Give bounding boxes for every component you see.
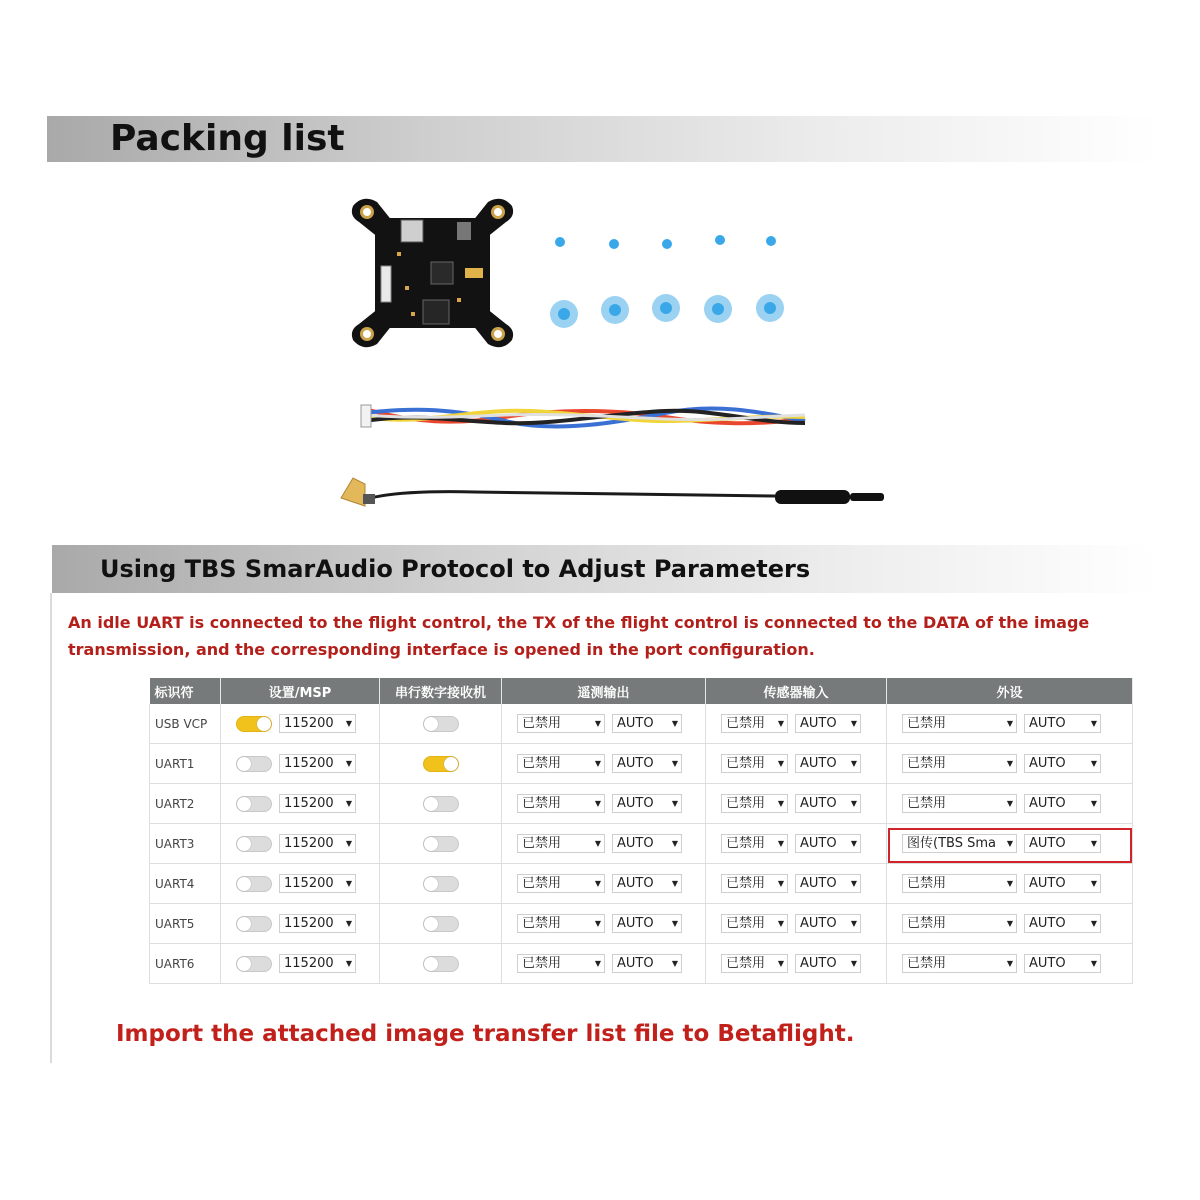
uart3-peripheral-highlight — [888, 828, 1132, 863]
msp-toggle[interactable] — [236, 716, 272, 732]
telemetry-baud-select[interactable]: AUTO ▼ — [612, 714, 682, 733]
msp-toggle[interactable] — [236, 756, 272, 772]
signal-cable-image — [355, 395, 815, 440]
msp-baud-select[interactable]: 115200 ▼ — [279, 874, 356, 893]
silicone-grommets-image — [548, 228, 798, 328]
table-row — [150, 784, 1133, 824]
serial-rx-toggle[interactable] — [423, 716, 459, 732]
port-identifier: UART2 — [150, 784, 221, 824]
msp-baud-select[interactable]: 115200 ▼ — [279, 714, 356, 733]
peripheral-baud-select[interactable]: AUTO ▼ — [1024, 714, 1101, 733]
telemetry-baud-select[interactable]: AUTO ▼ — [612, 834, 682, 853]
msp-baud-select[interactable]: 115200 ▼ — [279, 794, 356, 813]
flight-controller-board-image — [345, 188, 520, 358]
table-row — [150, 904, 1133, 944]
msp-toggle[interactable] — [236, 876, 272, 892]
wiring-description: An idle UART is connected to the flight control, the TX of the flight control is connected to the DATA of the image transmission, and the corresponding interface is opened in the port configuration. — [68, 613, 1090, 659]
sensor-baud-select[interactable]: AUTO ▼ — [795, 714, 861, 733]
telemetry-baud-select[interactable]: AUTO ▼ — [612, 874, 682, 893]
port-identifier: UART4 — [150, 864, 221, 904]
serial-rx-toggle[interactable] — [423, 756, 459, 772]
telemetry-select[interactable]: 已禁用 ▼ — [517, 754, 605, 773]
port-identifier: UART1 — [150, 744, 221, 784]
port-identifier: USB VCP — [150, 704, 221, 744]
telemetry-baud-select[interactable]: AUTO ▼ — [612, 954, 682, 973]
col-header-serial-rx: 串行数字接收机 — [380, 678, 502, 704]
section-divider — [50, 593, 52, 1063]
peripheral-baud-select[interactable]: AUTO ▼ — [1024, 874, 1101, 893]
peripheral-baud-select[interactable]: AUTO ▼ — [1024, 914, 1101, 933]
protocol-title: Using TBS SmarAudio Protocol to Adjust Parameters — [100, 555, 811, 583]
col-header-peripherals: 外设 — [887, 678, 1133, 704]
telemetry-select[interactable]: 已禁用 ▼ — [517, 834, 605, 853]
table-row — [150, 704, 1133, 744]
msp-baud-select[interactable]: 115200 ▼ — [279, 834, 356, 853]
serial-rx-toggle[interactable] — [423, 836, 459, 852]
table-row — [150, 944, 1133, 984]
telemetry-select[interactable]: 已禁用 ▼ — [517, 874, 605, 893]
serial-rx-toggle[interactable] — [423, 916, 459, 932]
sensor-baud-select[interactable]: AUTO ▼ — [795, 914, 861, 933]
col-header-sensor: 传感器输入 — [706, 678, 887, 704]
peripheral-select[interactable]: 已禁用 ▼ — [902, 874, 1017, 893]
serial-rx-toggle[interactable] — [423, 796, 459, 812]
peripheral-select[interactable]: 已禁用 ▼ — [902, 714, 1017, 733]
peripheral-select[interactable]: 已禁用 ▼ — [902, 794, 1017, 813]
sensor-select[interactable]: 已禁用 ▼ — [721, 714, 788, 733]
table-header-row — [150, 678, 1133, 704]
msp-baud-select[interactable]: 115200 ▼ — [279, 914, 356, 933]
sensor-baud-select[interactable]: AUTO ▼ — [795, 794, 861, 813]
import-instruction: Import the attached image transfer list file to Betaflight. — [116, 1021, 855, 1047]
sensor-select[interactable]: 已禁用 ▼ — [721, 794, 788, 813]
sensor-select[interactable]: 已禁用 ▼ — [721, 874, 788, 893]
sensor-select[interactable]: 已禁用 ▼ — [721, 754, 788, 773]
col-header-msp: 设置/MSP — [221, 678, 380, 704]
port-identifier: UART3 — [150, 824, 221, 864]
sensor-select[interactable]: 已禁用 ▼ — [721, 954, 788, 973]
sensor-baud-select[interactable]: AUTO ▼ — [795, 754, 861, 773]
port-identifier: UART5 — [150, 904, 221, 944]
telemetry-baud-select[interactable]: AUTO ▼ — [612, 754, 682, 773]
sensor-select[interactable]: 已禁用 ▼ — [721, 914, 788, 933]
serial-rx-toggle[interactable] — [423, 876, 459, 892]
peripheral-baud-select[interactable]: AUTO ▼ — [1024, 754, 1101, 773]
port-identifier: UART6 — [150, 944, 221, 984]
telemetry-select[interactable]: 已禁用 ▼ — [517, 714, 605, 733]
telemetry-select[interactable]: 已禁用 ▼ — [517, 914, 605, 933]
peripheral-baud-select[interactable]: AUTO ▼ — [1024, 954, 1101, 973]
msp-toggle[interactable] — [236, 796, 272, 812]
telemetry-baud-select[interactable]: AUTO ▼ — [612, 914, 682, 933]
table-row — [150, 864, 1133, 904]
packing-list-title: Packing list — [110, 118, 345, 159]
msp-baud-select[interactable]: 115200 ▼ — [279, 954, 356, 973]
msp-toggle[interactable] — [236, 956, 272, 972]
msp-baud-select[interactable]: 115200 ▼ — [279, 754, 356, 773]
telemetry-select[interactable]: 已禁用 ▼ — [517, 794, 605, 813]
serial-rx-toggle[interactable] — [423, 956, 459, 972]
sensor-baud-select[interactable]: AUTO ▼ — [795, 874, 861, 893]
peripheral-baud-select[interactable]: AUTO ▼ — [1024, 834, 1101, 853]
sensor-baud-select[interactable]: AUTO ▼ — [795, 954, 861, 973]
telemetry-select[interactable]: 已禁用 ▼ — [517, 954, 605, 973]
table-row — [150, 744, 1133, 784]
peripheral-select[interactable]: 已禁用 ▼ — [902, 954, 1017, 973]
msp-toggle[interactable] — [236, 916, 272, 932]
col-header-identifier: 标识符 — [150, 678, 221, 704]
peripheral-select[interactable]: 已禁用 ▼ — [902, 914, 1017, 933]
msp-toggle[interactable] — [236, 836, 272, 852]
peripheral-baud-select[interactable]: AUTO ▼ — [1024, 794, 1101, 813]
col-header-telemetry: 遥测输出 — [502, 678, 706, 704]
sensor-baud-select[interactable]: AUTO ▼ — [795, 834, 861, 853]
sensor-select[interactable]: 已禁用 ▼ — [721, 834, 788, 853]
antenna-cable-image — [335, 470, 895, 520]
peripheral-select[interactable]: 图传(TBS Sma ▼ — [902, 834, 1017, 853]
peripheral-select[interactable]: 已禁用 ▼ — [902, 754, 1017, 773]
telemetry-baud-select[interactable]: AUTO ▼ — [612, 794, 682, 813]
